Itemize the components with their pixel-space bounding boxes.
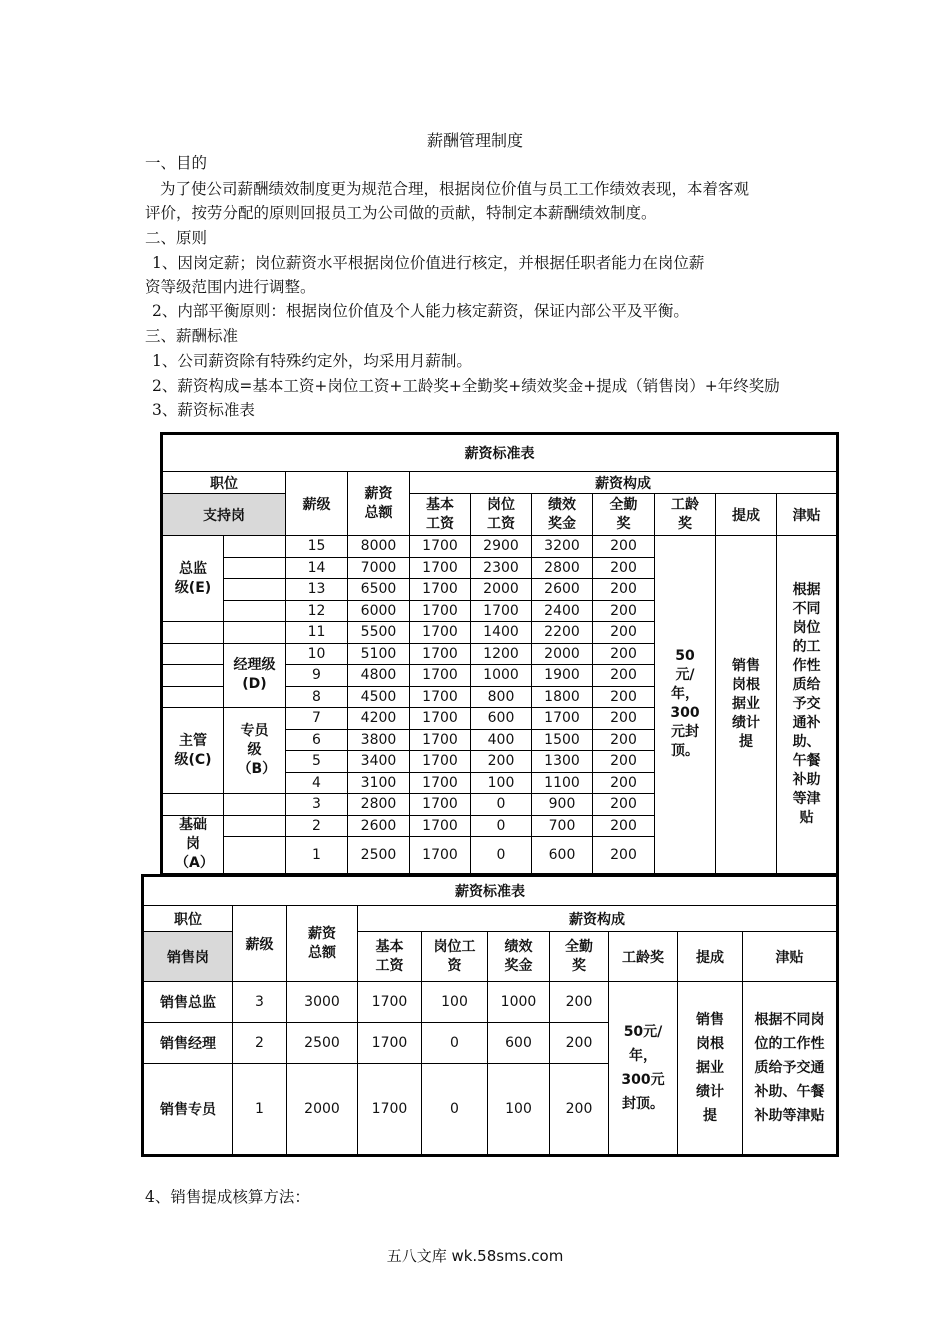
table1-post: 2300 bbox=[471, 557, 532, 579]
table2-post-header bbox=[422, 932, 488, 982]
table1-composition-header: 薪资构成 bbox=[410, 472, 838, 494]
table1-seniority-header bbox=[655, 494, 716, 536]
table2-attend: 200 bbox=[550, 1023, 609, 1064]
table1-attend: 200 bbox=[593, 557, 655, 579]
standard-item-2: 2、薪资构成=基本工资+岗位工资+工龄奖+全勤奖+绩效奖金+提成（销售岗）+年终奖励 bbox=[152, 377, 780, 395]
table2-perf: 600 bbox=[488, 1023, 550, 1064]
table2-commission-value-text: 销售岗根据业绩计提 bbox=[696, 1012, 724, 1124]
table1-blank-cell bbox=[224, 794, 286, 816]
table1-post: 400 bbox=[471, 729, 532, 751]
table1-perf: 1300 bbox=[532, 751, 593, 773]
table1-blank-cell bbox=[162, 665, 224, 687]
table1-grade: 3 bbox=[286, 794, 348, 816]
table1-title: 薪资标准表 bbox=[162, 434, 838, 472]
table1-base: 1700 bbox=[410, 686, 471, 708]
table1-grade: 12 bbox=[286, 600, 348, 622]
standard-item-3: 3、薪资标准表 bbox=[152, 401, 255, 419]
table1-total: 2600 bbox=[348, 815, 410, 837]
table1-blank-cell bbox=[224, 557, 286, 579]
table1-base: 1700 bbox=[410, 622, 471, 644]
section-heading-purpose: 一、目的 bbox=[145, 154, 208, 172]
table1-post: 800 bbox=[471, 686, 532, 708]
table2-total: 3000 bbox=[287, 982, 358, 1023]
table2-seniority-header: 工龄奖 bbox=[609, 932, 678, 982]
table1-grade-header: 薪级 bbox=[286, 472, 348, 536]
table1-total: 3400 bbox=[348, 751, 410, 773]
table2-post-header-text: 岗位工资 bbox=[433, 938, 476, 974]
table2-base-header-text: 基本工资 bbox=[375, 938, 404, 974]
table1-attend: 200 bbox=[593, 794, 655, 816]
table1-grade: 5 bbox=[286, 751, 348, 773]
table2-base: 1700 bbox=[358, 1023, 422, 1064]
table1-attend: 200 bbox=[593, 643, 655, 665]
table1-allowance-value bbox=[777, 536, 838, 875]
table1-base: 1700 bbox=[410, 665, 471, 687]
table1-grade: 15 bbox=[286, 536, 348, 558]
table2-attend: 200 bbox=[550, 982, 609, 1023]
table1-attend: 200 bbox=[593, 772, 655, 794]
table1-perf: 2800 bbox=[532, 557, 593, 579]
table1-base: 1700 bbox=[410, 557, 471, 579]
table2-position-name: 销售专员 bbox=[143, 1064, 233, 1156]
table1-seniority-header-text: 工龄奖 bbox=[671, 496, 699, 532]
table1-blank-cell bbox=[224, 622, 286, 644]
table2-total: 2500 bbox=[287, 1023, 358, 1064]
table1-base: 1700 bbox=[410, 794, 471, 816]
table1-seniority-value bbox=[655, 536, 716, 875]
table1-post: 1200 bbox=[471, 643, 532, 665]
table2-base: 1700 bbox=[358, 1064, 422, 1156]
table1-perf: 900 bbox=[532, 794, 593, 816]
table2-allowance-value bbox=[743, 982, 838, 1156]
table1-perf: 600 bbox=[532, 837, 593, 874]
table2-position-header: 职位 bbox=[143, 906, 233, 932]
table1-base: 1700 bbox=[410, 536, 471, 558]
table1-base: 1700 bbox=[410, 815, 471, 837]
table1-perf-header-text: 绩效奖金 bbox=[548, 496, 576, 532]
table1-level-e bbox=[162, 536, 224, 622]
table1-total: 7000 bbox=[348, 557, 410, 579]
section-heading-standards: 三、薪酬标准 bbox=[145, 327, 239, 345]
principle-item-1-line-2: 资等级范围内进行调整。 bbox=[145, 278, 316, 296]
table2-total: 2000 bbox=[287, 1064, 358, 1156]
table2-seniority-value-text: 50元/年，300元封顶。 bbox=[621, 1024, 665, 1112]
footer-watermark-text: 五八文库 wk.58sms.com bbox=[386, 1247, 564, 1265]
table1-post: 1400 bbox=[471, 622, 532, 644]
table1-blank-cell bbox=[162, 643, 224, 665]
table1-base: 1700 bbox=[410, 729, 471, 751]
table2-commission-value bbox=[678, 982, 743, 1156]
table1-total: 6000 bbox=[348, 600, 410, 622]
table1-level-a-text: 基础岗（A） bbox=[175, 816, 214, 871]
table2-attend-header-text: 全勤奖 bbox=[565, 938, 593, 974]
table1-attend-header bbox=[593, 494, 655, 536]
table1-grade: 13 bbox=[286, 579, 348, 601]
table2-title: 薪资标准表 bbox=[143, 876, 838, 906]
table1-perf: 700 bbox=[532, 815, 593, 837]
purpose-paragraph-line-2: 评价，按劳分配的原则回报员工为公司做的贡献，特制定本薪酬绩效制度。 bbox=[145, 204, 657, 222]
table2-grade-header: 薪级 bbox=[233, 906, 287, 982]
table2-allowance-header: 津贴 bbox=[743, 932, 838, 982]
table2-attend: 200 bbox=[550, 1064, 609, 1156]
table2-position-type: 销售岗 bbox=[143, 932, 233, 982]
table1-post: 0 bbox=[471, 794, 532, 816]
table1-base: 1700 bbox=[410, 837, 471, 874]
table1-perf: 2200 bbox=[532, 622, 593, 644]
table2-seniority-value bbox=[609, 982, 678, 1156]
table1-grade: 8 bbox=[286, 686, 348, 708]
table1-attend: 200 bbox=[593, 686, 655, 708]
table1-perf: 2000 bbox=[532, 643, 593, 665]
table2-post: 0 bbox=[422, 1023, 488, 1064]
table2-grade: 3 bbox=[233, 982, 287, 1023]
table1-base: 1700 bbox=[410, 643, 471, 665]
standard-item-1: 1、公司薪资除有特殊约定外，均采用月薪制。 bbox=[152, 352, 472, 370]
table2-position-name: 销售经理 bbox=[143, 1023, 233, 1064]
document-title: 薪酬管理制度 bbox=[426, 131, 523, 150]
table1-grade: 7 bbox=[286, 708, 348, 730]
section-heading-principles: 二、原则 bbox=[145, 229, 208, 247]
table1-grade: 2 bbox=[286, 815, 348, 837]
table1-level-a bbox=[162, 815, 224, 874]
table1-post: 2900 bbox=[471, 536, 532, 558]
standard-item-4: 4、销售提成核算方法： bbox=[145, 1188, 310, 1206]
table1-commission-header: 提成 bbox=[716, 494, 777, 536]
table1-base-header bbox=[410, 494, 471, 536]
table1-attend-header-text: 全勤奖 bbox=[609, 496, 638, 532]
table1-base: 1700 bbox=[410, 772, 471, 794]
table1-perf: 2600 bbox=[532, 579, 593, 601]
table1-attend: 200 bbox=[593, 708, 655, 730]
table1-attend: 200 bbox=[593, 579, 655, 601]
table1-seniority-value-text: 50元/年，300元封顶。 bbox=[670, 648, 700, 760]
table2-base: 1700 bbox=[358, 982, 422, 1023]
table1-perf: 1700 bbox=[532, 708, 593, 730]
table1-attend: 200 bbox=[593, 665, 655, 687]
table1-base: 1700 bbox=[410, 579, 471, 601]
table2-commission-header: 提成 bbox=[678, 932, 743, 982]
table2-allowance-value-text: 根据不同岗位的工作性质给予交通补助、午餐补助等津贴 bbox=[754, 1012, 825, 1124]
table1-post: 0 bbox=[471, 815, 532, 837]
table1-perf: 2400 bbox=[532, 600, 593, 622]
table1-perf: 1100 bbox=[532, 772, 593, 794]
table1-total-header-text: 薪资总额 bbox=[364, 485, 393, 521]
table2-attend-header bbox=[550, 932, 609, 982]
table1-post: 100 bbox=[471, 772, 532, 794]
table1-post: 1700 bbox=[471, 600, 532, 622]
table1-total: 5100 bbox=[348, 643, 410, 665]
table1-level-d-text: 经理级(D) bbox=[233, 657, 276, 693]
table1-total: 8000 bbox=[348, 536, 410, 558]
table1-blank-cell bbox=[224, 600, 286, 622]
salary-table-support bbox=[160, 432, 839, 876]
table1-grade: 1 bbox=[286, 837, 348, 874]
table1-perf: 1500 bbox=[532, 729, 593, 751]
table1-attend: 200 bbox=[593, 536, 655, 558]
table1-post-header bbox=[471, 494, 532, 536]
table1-perf: 1800 bbox=[532, 686, 593, 708]
table1-total: 6500 bbox=[348, 579, 410, 601]
table2-position-name: 销售总监 bbox=[143, 982, 233, 1023]
table1-position-header: 职位 bbox=[162, 472, 286, 494]
table1-post: 600 bbox=[471, 708, 532, 730]
table1-total: 2800 bbox=[348, 794, 410, 816]
table1-blank-cell bbox=[224, 579, 286, 601]
purpose-paragraph-line-1: 为了使公司薪酬绩效制度更为规范合理，根据岗位价值与员工工作绩效表现，本着客观 bbox=[160, 180, 750, 198]
table1-blank-cell bbox=[224, 536, 286, 558]
table1-level-c bbox=[162, 708, 224, 794]
table2-total-header bbox=[287, 906, 358, 982]
table1-allowance-header: 津贴 bbox=[777, 494, 838, 536]
table2-perf-header-text: 绩效奖金 bbox=[504, 938, 533, 974]
table1-level-c-text: 主管级(C) bbox=[174, 732, 212, 768]
table2-base-header bbox=[358, 932, 422, 982]
table1-level-d bbox=[224, 643, 286, 708]
table1-post: 200 bbox=[471, 751, 532, 773]
table1-attend: 200 bbox=[593, 729, 655, 751]
table1-blank-cell bbox=[224, 837, 286, 874]
table1-attend: 200 bbox=[593, 622, 655, 644]
table2-post: 100 bbox=[422, 982, 488, 1023]
table2-grade: 1 bbox=[233, 1064, 287, 1156]
salary-table-sales bbox=[141, 874, 839, 1157]
table1-post: 1000 bbox=[471, 665, 532, 687]
table1-total: 2500 bbox=[348, 837, 410, 874]
table1-perf: 3200 bbox=[532, 536, 593, 558]
principle-item-2: 2、内部平衡原则：根据岗位价值及个人能力核定薪资，保证内部公平及平衡。 bbox=[152, 302, 689, 320]
table2-perf: 1000 bbox=[488, 982, 550, 1023]
table1-attend: 200 bbox=[593, 815, 655, 837]
table1-commission-value-text: 销售岗根据业绩计提 bbox=[732, 657, 760, 750]
table2-grade: 2 bbox=[233, 1023, 287, 1064]
table1-allowance-value-text: 根据不同岗位的工作性质给予交通补助、午餐补助等津贴 bbox=[792, 581, 821, 826]
principle-item-1-line-1: 1、因岗定薪；岗位薪资水平根据岗位价值进行核定，并根据任职者能力在岗位薪 bbox=[152, 254, 705, 272]
table1-total: 4200 bbox=[348, 708, 410, 730]
table1-post-header-text: 岗位工资 bbox=[487, 496, 515, 532]
table1-perf: 1900 bbox=[532, 665, 593, 687]
table1-level-e-text: 总监级(E) bbox=[174, 560, 212, 596]
table2-perf-header bbox=[488, 932, 550, 982]
table1-attend: 200 bbox=[593, 600, 655, 622]
table1-perf-header bbox=[532, 494, 593, 536]
table1-blank-cell bbox=[162, 622, 224, 644]
table1-commission-value bbox=[716, 536, 777, 875]
table1-grade: 6 bbox=[286, 729, 348, 751]
table1-position-type: 支持岗 bbox=[162, 494, 286, 536]
table1-grade: 9 bbox=[286, 665, 348, 687]
table1-total: 4800 bbox=[348, 665, 410, 687]
table1-base: 1700 bbox=[410, 751, 471, 773]
table1-attend: 200 bbox=[593, 751, 655, 773]
table1-base-header-text: 基本工资 bbox=[426, 496, 454, 532]
table1-total-header bbox=[348, 472, 410, 536]
table1-total: 4500 bbox=[348, 686, 410, 708]
table1-total: 3800 bbox=[348, 729, 410, 751]
table1-blank-cell bbox=[162, 794, 224, 816]
table1-level-b bbox=[224, 708, 286, 794]
table1-grade: 14 bbox=[286, 557, 348, 579]
table1-base: 1700 bbox=[410, 708, 471, 730]
table2-total-header-text: 薪资总额 bbox=[308, 925, 336, 961]
table1-blank-cell bbox=[224, 815, 286, 837]
table2-post: 0 bbox=[422, 1064, 488, 1156]
table1-post: 2000 bbox=[471, 579, 532, 601]
table1-level-b-text: 专员级（B） bbox=[237, 723, 277, 777]
table1-total: 3100 bbox=[348, 772, 410, 794]
table1-blank-cell bbox=[162, 686, 224, 708]
table1-base: 1700 bbox=[410, 600, 471, 622]
table1-attend: 200 bbox=[593, 837, 655, 874]
table1-grade: 10 bbox=[286, 643, 348, 665]
table1-total: 5500 bbox=[348, 622, 410, 644]
table1-post: 0 bbox=[471, 837, 532, 874]
table2-composition-header: 薪资构成 bbox=[358, 906, 838, 932]
table1-grade: 4 bbox=[286, 772, 348, 794]
table1-grade: 11 bbox=[286, 622, 348, 644]
table2-perf: 100 bbox=[488, 1064, 550, 1156]
